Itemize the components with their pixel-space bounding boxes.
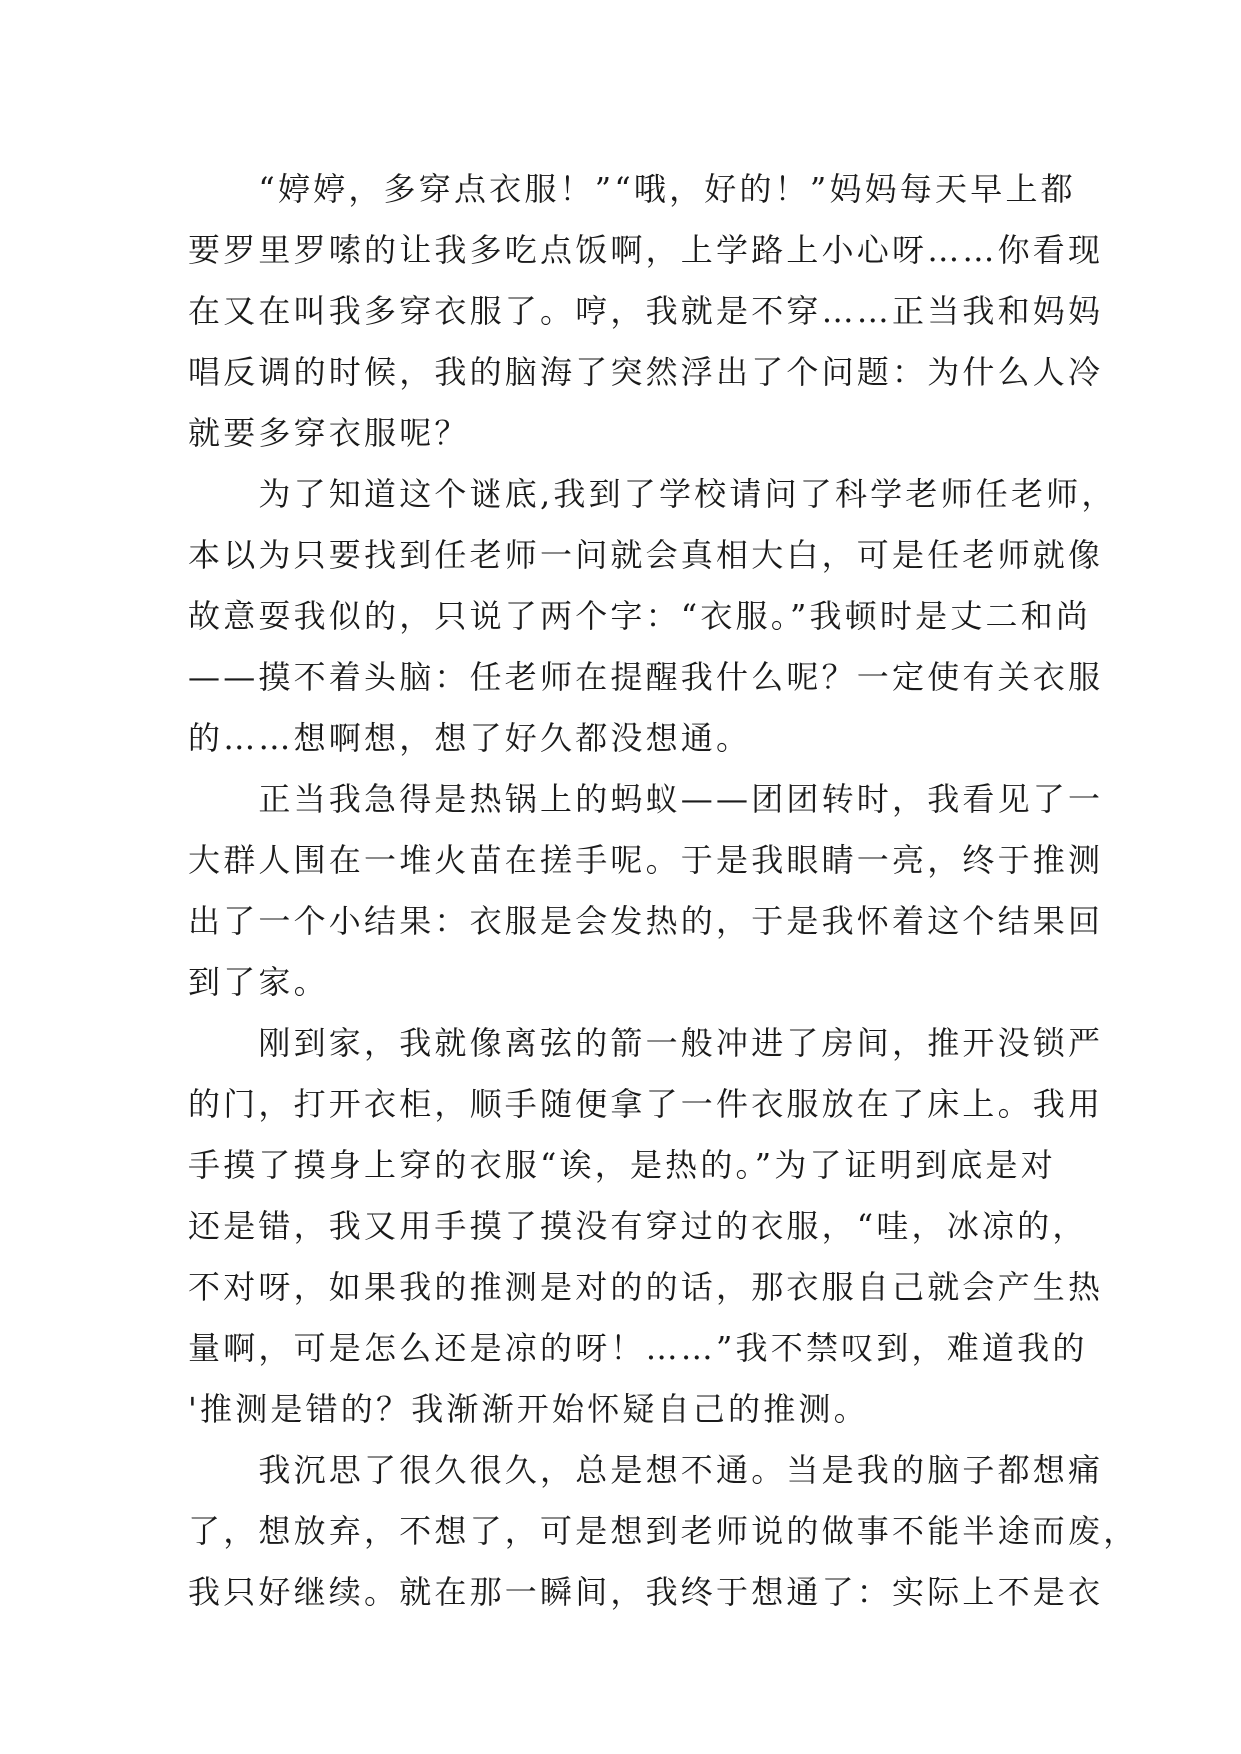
text-line: 大群人围在一堆火苗在搓手呢。于是我眼睛一亮，终于推测 [188, 841, 1104, 879]
text-line: 了，想放弃，不想了，可是想到老师说的做事不能半途而废， [188, 1512, 1139, 1550]
paragraph-4 [188, 1013, 1104, 1440]
text-line: 量啊，可是怎么还是凉的呀！……”我不禁叹到，难道我的 [188, 1329, 1088, 1367]
text-line: 正当我急得是热锅上的蚂蚁——团团转时，我看见了一 [188, 780, 1104, 818]
paragraph-1 [188, 159, 1104, 464]
text-line: 的……想啊想，想了好久都没想通。 [188, 719, 752, 757]
text-line: 要罗里罗嗦的让我多吃点饭啊，上学路上小心呀……你看现 [188, 231, 1104, 269]
text-line: 刚到家，我就像离弦的箭一般冲进了房间，推开没锁严 [188, 1024, 1104, 1062]
text-line: 就要多穿衣服呢？ [188, 414, 470, 452]
text-line: “婷婷，多穿点衣服！”“哦，好的！”妈妈每天早上都 [188, 170, 1076, 208]
text-line: ——摸不着头脑：任老师在提醒我什么呢？一定使有关衣服 [188, 658, 1104, 696]
paragraph-3 [188, 769, 1104, 1013]
text-line: '推测是错的？我渐渐开始怀疑自己的推测。 [188, 1390, 869, 1428]
text-line: 为了知道这个谜底,我到了学校请问了科学老师任老师， [188, 475, 1117, 513]
text-line: 到了家。 [188, 963, 329, 1001]
text-line: 出了一个小结果：衣服是会发热的，于是我怀着这个结果回 [188, 902, 1104, 940]
text-line: 故意耍我似的，只说了两个字：“衣服。”我顿时是丈二和尚 [188, 597, 1092, 635]
text-line: 我只好继续。就在那一瞬间，我终于想通了：实际上不是衣 [188, 1573, 1104, 1611]
essay-body [188, 159, 1139, 1623]
text-line: 唱反调的时候，我的脑海了突然浮出了个问题：为什么人冷 [188, 353, 1104, 391]
text-line: 本以为只要找到任老师一问就会真相大白，可是任老师就像 [188, 536, 1104, 574]
text-line: 我沉思了很久很久，总是想不通。当是我的脑子都想痛 [188, 1451, 1104, 1489]
text-line: 手摸了摸身上穿的衣服“诶，是热的。”为了证明到底是对 [188, 1146, 1056, 1184]
text-line: 的门，打开衣柜，顺手随便拿了一件衣服放在了床上。我用 [188, 1085, 1104, 1123]
text-line: 还是错，我又用手摸了摸没有穿过的衣服，“哇，冰凉的， [188, 1207, 1088, 1245]
paragraph-5 [188, 1440, 1139, 1623]
paragraph-2 [188, 464, 1117, 769]
text-line: 不对呀，如果我的推测是对的的话，那衣服自己就会产生热 [188, 1268, 1104, 1306]
text-line: 在又在叫我多穿衣服了。哼，我就是不穿……正当我和妈妈 [188, 292, 1104, 330]
